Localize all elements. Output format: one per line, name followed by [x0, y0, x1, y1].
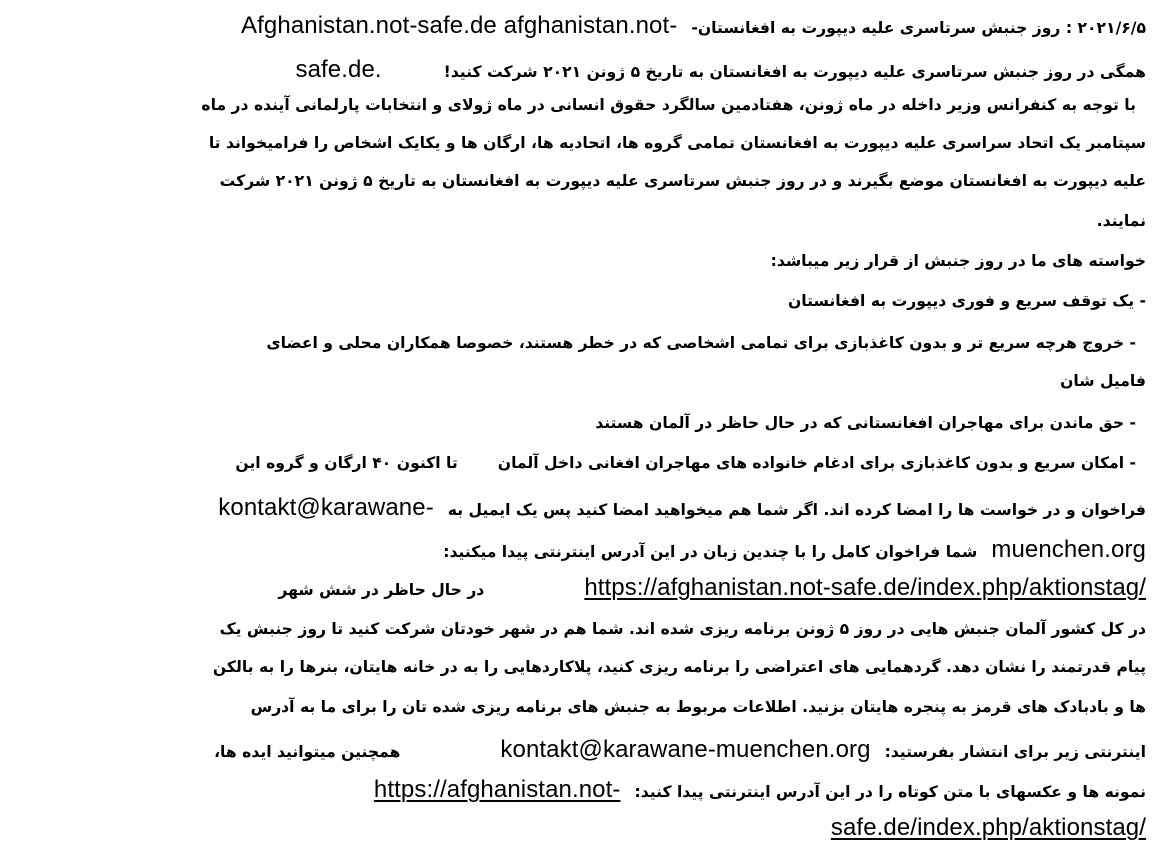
line-1 — [14, 12, 1146, 40]
site-domain-text: Afghanistan.not-safe.de afghanistan.not- — [241, 12, 678, 39]
aktionstag-link-2[interactable]: https://afghanistan.not- — [373, 776, 621, 803]
line-19: اینترنتی زیر برای انتشار بفرستید: kontakt@karawane-muenchen.org همچنین میتوانید ایده ها، — [214, 736, 1146, 763]
line-14: muenchen.org شما فراخوان کامل را با چندین زبان در این آدرس اینترنتی پیدا میکنید: — [443, 536, 1146, 563]
paragraph-1-line-1: با توجه به کنفرانس وزیر داخله در ماه ژونن، هفتادمین سالگرد حقوق انسانی در ماه ژولای و انتخابات پارلمانی آینده در ماه — [201, 96, 1136, 114]
email-link-cont[interactable]: muenchen.org — [991, 536, 1146, 563]
paragraph-1-line-3: علیه دیپورت به افغانستان موضع بگیرند و در روز جنبش سرتاسری علیه دیپورت به افغانستان به تاریخ ۵ ژونن ۲۰۲۱ شرکت — [219, 172, 1146, 190]
demands-title: خواسته های ما در روز جنبش از قرار زیر میباشد: — [770, 252, 1146, 270]
line-13: فراخوان و در خواست ها را امضا کرده اند. اگر شما هم میخواهید امضا کنید پس یک ایمیل به kontakt@karawane- — [218, 494, 1146, 521]
paragraph-2-line-2: پیام قدرتمند را نشان دهد. گردهمایی های اعتراضی را برنامه ریزی کنید، پلاکاردهایی را به در خانه هایتان، بنرها را به بالکن — [212, 658, 1146, 676]
demand-item-2: - خروج هرچه سریع تر و بدون کاغذبازی برای تمامی اشخاصی که در خطر هستند، خصوصا همکاران محلی و اعضای — [266, 334, 1136, 352]
demand-item-2-cont: فامیل شان — [1060, 372, 1146, 390]
demand-item-3: - حق ماندن برای مهاجران افغانستانی که در حال حاظر در آلمان هستند — [595, 414, 1136, 432]
signatories-count: تا اکنون ۴۰ ارگان و گروه این — [235, 454, 458, 472]
paragraph-1-line-2: سپتامبر یک اتحاد سراسری علیه دیپورت به افغانستان تمامی گروه ها، اتحادیه ها، ارگان ها و یکایک اشخاص را فرامیخواند تا — [208, 134, 1146, 152]
aktionstag-link-2-cont[interactable]: safe.de/index.php/aktionstag/ — [830, 814, 1146, 841]
demand-item-1: - یک توقف سریع و فوری دیپورت به افغانستان — [787, 292, 1146, 310]
paragraph-1-line-4: نمایند. — [1096, 212, 1146, 230]
email-link[interactable]: kontakt@karawane- — [218, 494, 434, 521]
site-domain-text-cont: safe.de. — [295, 56, 382, 83]
paragraph-2-line-3: ها و بادبادک های قرمز به پنجره هایتان بزنید. اطلاعات مربوط به جنبش های برنامه ریزی شده تان را برای ما به آدرس — [250, 698, 1146, 716]
demand-item-4: - امکان سریع و بدون کاغذبازی برای ادغام خانواده های مهاجران افغانی داخل آلمان تا اکنون ۴۰ ارگان و گروه این — [235, 454, 1136, 472]
headline: همگی در روز جنبش سرتاسری علیه دیپورت به افغانستان به تاریخ ۵ ژونن ۲۰۲۱ شرکت کنید! — [443, 63, 1146, 81]
line-20: نمونه ها و عکسهای با متن کوتاه را در این آدرس اینترنتی پیدا کنید: https://afghanistan.not- — [373, 776, 1146, 803]
line-21 — [14, 814, 1146, 842]
line-2 — [14, 56, 1146, 84]
line-15: https://afghanistan.not-safe.de/index.php/aktionstag/ در حال حاظر در شش شهر — [278, 574, 1146, 601]
article-date-title: ۲۰۲۱/۶/۵ : روز جنبش سرتاسری علیه دیپورت به افغانستان- — [691, 19, 1146, 37]
email-address[interactable]: kontakt@karawane-muenchen.org — [500, 736, 871, 763]
paragraph-2-line-1: در کل کشور آلمان جنبش هایی در روز ۵ ژونن برنامه ریزی شده اند. شما هم در شهر خودتان شرکت کنید تا روز جنبش یک — [219, 620, 1146, 638]
aktionstag-link[interactable]: https://afghanistan.not-safe.de/index.php/aktionstag/ — [584, 574, 1146, 601]
